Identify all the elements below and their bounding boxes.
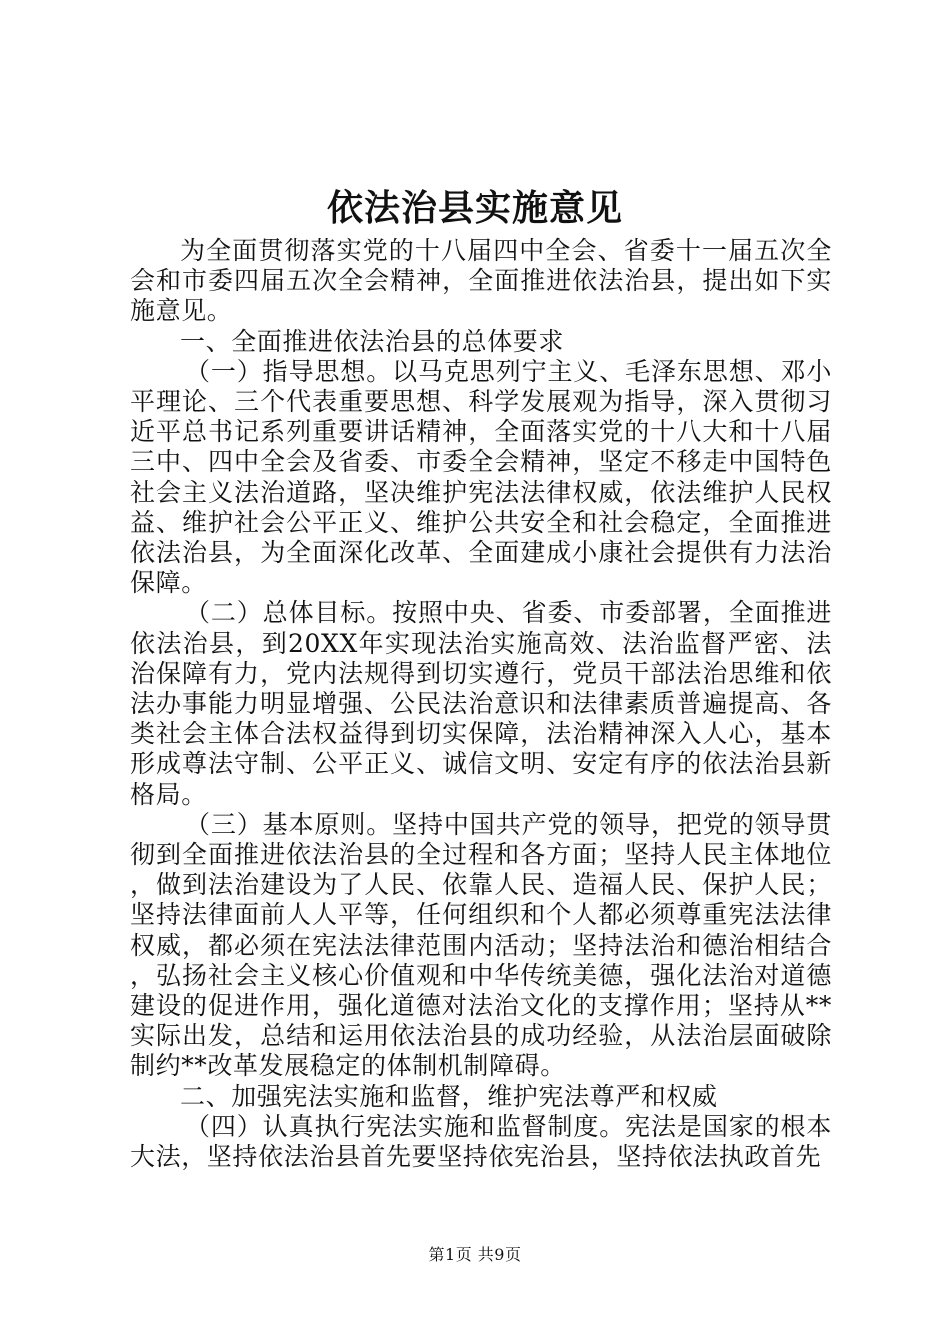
paragraph-intro: 为全面贯彻落实党的十八届四中全会、省委十一届五次全会和市委四届五次全会精神，全面推进依法治县，提出如下实施意见。 (130, 236, 832, 326)
document-title: 依法治县实施意见 (326, 187, 623, 229)
section-heading-1: 一、全面推进依法治县的总体要求 (180, 326, 565, 356)
paragraph-guiding-thought: （一）指导思想。以马克思列宁主义、毛泽东思想、邓小平理论、三个代表重要思想、科学发展观为指导，深入贯彻习近平总书记系列重要讲话精神，全面落实党的十八大和十八届三中、四中全会及省委、市委全会精神，坚定不移走中国特色社会主义法治道路，坚决维护宪法法律权威，依法维护人民权益、维护社会公平正义、维护公共安全和社会稳定，全面推进依法治县，为全面深化改革、全面建成小康社会提供有力法治保障。 (130, 356, 832, 598)
section-heading-2: 二、加强宪法实施和监督，维护宪法尊严和权威 (180, 1081, 718, 1111)
paragraph-constitution-implementation: （四）认真执行宪法实施和监督制度。宪法是国家的根本大法，坚持依法治县首先要坚持依宪治县，坚持依法执政首先 (130, 1111, 832, 1172)
page-footer: 第1页 共9页 (428, 1245, 522, 1264)
paragraph-basic-principles: （三）基本原则。坚持中国共产党的领导，把党的领导贯彻到全面推进依法治县的全过程和各方面；坚持人民主体地位，做到法治建设为了人民、依靠人民、造福人民、保护人民；坚持法律面前人人平等，任何组织和个人都必须尊重宪法法律权威，都必须在宪法法律范围内活动；坚持法治和德治相结合，弘扬社会主义核心价值观和中华传统美德，强化法治对道德建设的促进作用，强化道德对法治文化的支撑作用；坚持从**实际出发，总结和运用依法治县的成功经验，从法治层面破除制约**改革发展稳定的体制机制障碍。 (130, 809, 832, 1081)
paragraph-overall-goal: （二）总体目标。按照中央、省委、市委部署，全面推进依法治县，到20XX年实现法治实施高效、法治监督严密、法治保障有力，党内法规得到切实遵行，党员干部法治思维和依法办事能力明显增强、公民法治意识和法律素质普遍提高、各类社会主体合法权益得到切实保障，法治精神深入人心，基本形成尊法守制、公平正义、诚信文明、安定有序的依法治县新格局。 (130, 598, 832, 809)
document-body (130, 236, 832, 1172)
